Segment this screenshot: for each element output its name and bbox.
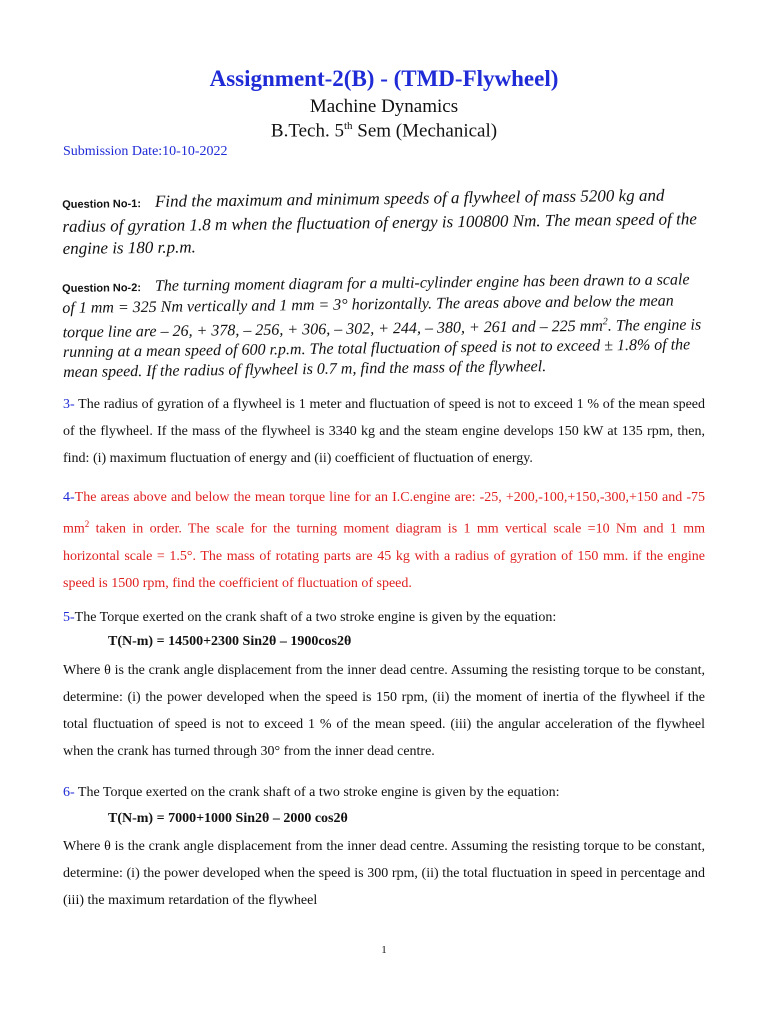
question-2-label: Question No-2: (62, 282, 142, 295)
question-4 (63, 484, 705, 597)
question-2-superscript: 2 (602, 316, 608, 328)
course-suffix: Sem (Mechanical) (352, 120, 498, 142)
question-1-label: Question No-1: (62, 198, 142, 211)
question-2-scan (62, 270, 703, 383)
question-5-equation: T(N-m) = 14500+2300 Sin2θ – 1900cos2θ (108, 634, 352, 649)
question-5-intro-text: The Torque exerted on the crank shaft of a two stroke engine is given by the equation: (74, 610, 557, 625)
question-6-intro (63, 779, 705, 806)
question-1-text: Find the maximum and minimum speeds of a flywheel of mass 5200 kg and radius of gyration 1.8 m when the fluctuation of energy is 100800 Nm. The mean speed of the engine is 180 r.p.m. (62, 185, 697, 258)
course-heading (0, 120, 768, 142)
question-6-text: Where θ is the crank angle displacement from the inner dead centre. Assuming the resisting torque to be constant, determine: (i) the power developed when the speed is 300 rpm, (ii) the total fluctuation in speed in percentage and (iii) the maximum retardation of the flywheel (63, 839, 705, 908)
question-4-text-a: The areas above and below the mean torque line for an I.C.engine are: -25, +200,-100,+150,-300,+150 and -75 mm (63, 490, 705, 537)
page-title: Assignment-2(B) - (TMD-Flywheel) (209, 66, 559, 91)
question-2-text-a: The turning moment diagram for a multi-cylinder engine has been drawn to a scale of 1 mm = 325 Nm vertically and 1 mm = 3° horizontally. The areas above and below the mean torque line are – 26, + 378, – 256, + 306, – 302, + 244, – 380, + 261 and – 225 mm (62, 271, 690, 342)
question-4-number: 4- (63, 490, 75, 505)
question-1-scan (62, 184, 703, 260)
question-6-intro-text: The Torque exerted on the crank shaft of a two stroke engine is given by the equation: (74, 785, 560, 800)
question-6-equation: T(N-m) = 7000+1000 Sin2θ – 2000 cos2θ (108, 811, 348, 826)
question-3-text: The radius of gyration of a flywheel is 1 meter and fluctuation of speed is not to exceed 1 % of the mean speed of the flywheel. If the mass of the flywheel is 3340 kg and the steam engine develops 150 kW at 135 rpm, then, find: (i) maximum fluctuation of energy and (ii) coefficient of fluctuation of energy. (63, 397, 705, 466)
question-5-intro (63, 604, 705, 631)
question-2-text-b: . The engine is running at a mean speed of 600 r.p.m. The total fluctuation of speed is not to exceed ± 1.8% of the mean speed. If the radius of flywheel is 0.7 m, find the mass of the flywheel. (62, 316, 702, 382)
subject-heading: Machine Dynamics (309, 96, 459, 117)
course-superscript: th (343, 120, 353, 132)
question-6-number: 6- (63, 785, 75, 800)
question-5-number: 5- (63, 610, 75, 625)
question-3-number: 3- (63, 397, 75, 412)
question-3 (63, 391, 705, 472)
course-prefix: B.Tech. 5 (270, 120, 344, 142)
question-5-text: Where θ is the crank angle displacement from the inner dead centre. Assuming the resisting torque to be constant, determine: (i) the power developed when the speed is 150 rpm, (ii) the moment of inertia of the flywheel if the total fluctuation of speed is not to exceed 1 % of the mean speed. (iii) the angular acceleration of the flywheel when the crank has turned through 30° from the inner dead centre. (63, 663, 705, 759)
submission-date: Submission Date:10-10-2022 (63, 144, 228, 159)
question-4-text-b: taken in order. The scale for the turning moment diagram is 1 mm vertical scale =10 Nm and 1 mm horizontal scale = 1.5°. The mass of rotating parts are 45 kg with a radius of gyration of 150 mm. if the engine speed is 1500 rpm, find the coefficient of fluctuation of speed. (63, 521, 705, 591)
question-4-superscript: 2 (84, 519, 90, 529)
page-number: 1 (381, 944, 387, 956)
